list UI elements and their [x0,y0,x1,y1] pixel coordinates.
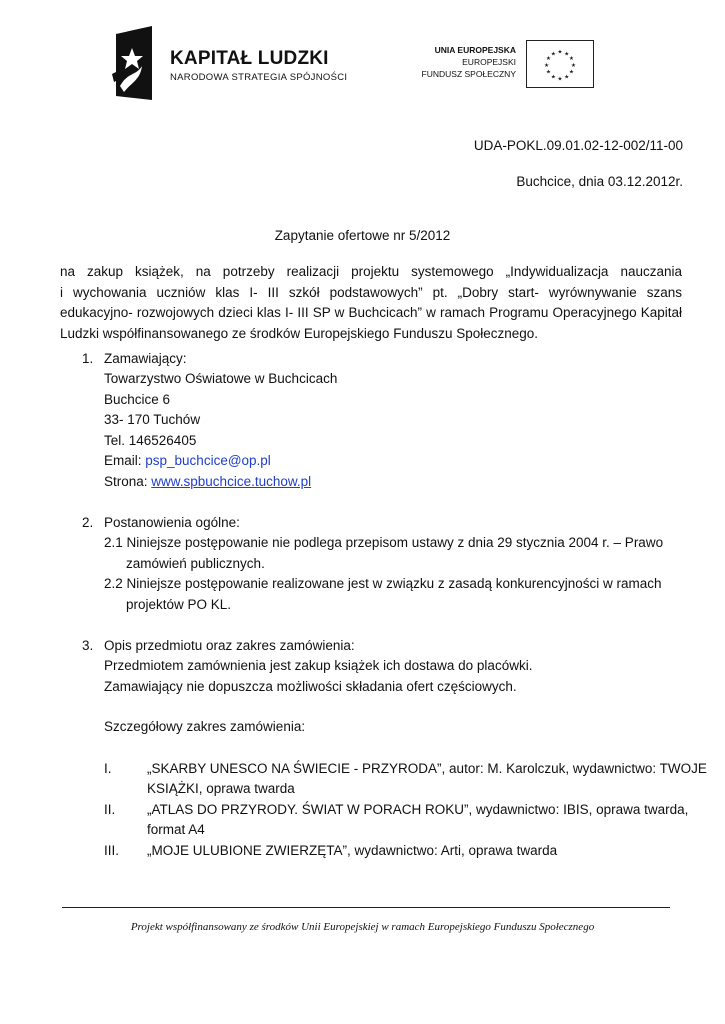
eu-line-3: FUNDUSZ SPOŁECZNY [421,69,516,79]
section-2-number: 2. [82,515,94,530]
svg-text:★: ★ [550,51,556,58]
website-link[interactable]: www.spbuchcice.tuchow.pl [151,474,312,489]
svg-text:★: ★ [557,76,563,83]
item-3-number: III. [104,843,120,858]
email-link[interactable]: psp_buchcice@op.pl [145,453,271,468]
section-1-heading: Zamawiający: [104,351,187,366]
svg-text:★: ★ [564,51,570,58]
intro-line: i wychowania uczniów klas I- III szkół podstawowych” pt. „Dobry start- wyrównywanie szans [60,284,682,300]
document-reference: UDA-POKL.09.01.02-12-002/11-00 [473,138,683,153]
provision-2-1-line-1: 2.1 Niniejsze postępowanie nie podlega przepisom ustawy z dnia 29 stycznia 2004 r. – Prawo [104,535,664,550]
provision-2-2-line-2: projektów PO KL. [126,597,232,612]
eu-flag-icon [526,40,594,88]
item-1-line-1: „SKARBY UNESCO NA ŚWIECIE - PRZYRODA”, autor: M. Karolczuk, wydawnictwo: TWOJE [147,761,707,776]
contractor-web-row [104,472,311,493]
kapital-ludzki-title: KAPITAŁ LUDZKI [170,48,329,69]
eu-line-2: EUROPEJSKI [462,57,516,67]
svg-text:★: ★ [564,74,570,81]
intro-paragraph [60,262,682,344]
item-3-line-1: „MOJE ULUBIONE ZWIERZĘTA”, wydawnictwo: Arti, oprawa twarda [147,843,558,858]
svg-text:★: ★ [568,69,575,76]
kapital-ludzki-logo [112,26,348,102]
provision-2-1-line-2: zamówień publicznych. [126,556,265,571]
svg-text:★: ★ [544,62,550,69]
item-1-number: I. [104,761,112,776]
document-date: Buchcice, dnia 03.12.2012r. [516,174,683,189]
contractor-email-row [104,451,271,472]
intro-line: edukacyjno- rozwojowych dzieci klas I- III SP w Buchcicach” w ramach Programu Operacyjnego Kapitał [60,305,682,320]
section-3-line-1: Przedmiotem zamównienia jest zakup książek ich dostawa do placówki. [104,658,533,673]
footer-divider [62,907,670,908]
intro-line: Ludzki współfinansowanego ze środków Europejskiego Funduszu Społecznego. [60,325,539,341]
contractor-name: Towarzystwo Oświatowe w Buchcicach [104,371,338,386]
contractor-address-1: Buchcice 6 [104,392,171,407]
eu-line-1: UNIA EUROPEJSKA [434,45,516,55]
kapital-ludzki-subtitle: NARODOWA STRATEGIA SPÓJNOŚCI [170,72,348,83]
svg-text:★: ★ [545,69,552,76]
item-2-line-2: format A4 [147,822,205,837]
web-label: Strona: [104,474,152,489]
contractor-address-2: 33- 170 Tuchów [104,412,201,427]
section-2-heading: Postanowienia ogólne: [104,515,240,530]
email-label: Email: [104,453,146,468]
section-3-heading: Opis przedmiotu oraz zakres zamówienia: [104,638,355,653]
svg-text:★: ★ [557,49,563,56]
section-3-line-2: Zamawiający nie dopuszcza możliwości składania ofert częściowych. [104,679,517,694]
section-1-number: 1. [82,351,94,366]
footer-text: Projekt współfinansowany ze środków Unii Europejskiej w ramach Europejskiego Funduszu Społecznego [130,921,595,933]
svg-text:★: ★ [570,62,576,69]
svg-text:★: ★ [568,56,575,63]
svg-text:★: ★ [545,56,552,63]
item-2-number: II. [104,802,116,817]
section-3-number: 3. [82,638,94,653]
kapital-ludzki-emblem-icon [112,26,154,100]
document-title: Zapytanie ofertowe nr 5/2012 [274,228,451,243]
item-1-line-2: KSIĄŻKI, oprawa twarda [147,781,295,796]
intro-line: na zakup książek, na potrzeby realizacji projektu systemowego „Indywidualizacja nauczania [60,264,682,279]
contractor-phone: Tel. 146526405 [104,433,197,448]
provision-2-2-line-1: 2.2 Niniejsze postępowanie realizowane jest w związku z zasadą konkurencyjności w ramach [104,576,662,591]
svg-text:★: ★ [550,74,556,81]
item-2-line-1: „ATLAS DO PRZYRODY. ŚWIAT W PORACH ROKU”, wydawnictwo: IBIS, oprawa twarda, [147,802,689,817]
eu-logo-text [410,44,516,80]
scope-heading: Szczegółowy zakres zamówienia: [104,719,306,734]
